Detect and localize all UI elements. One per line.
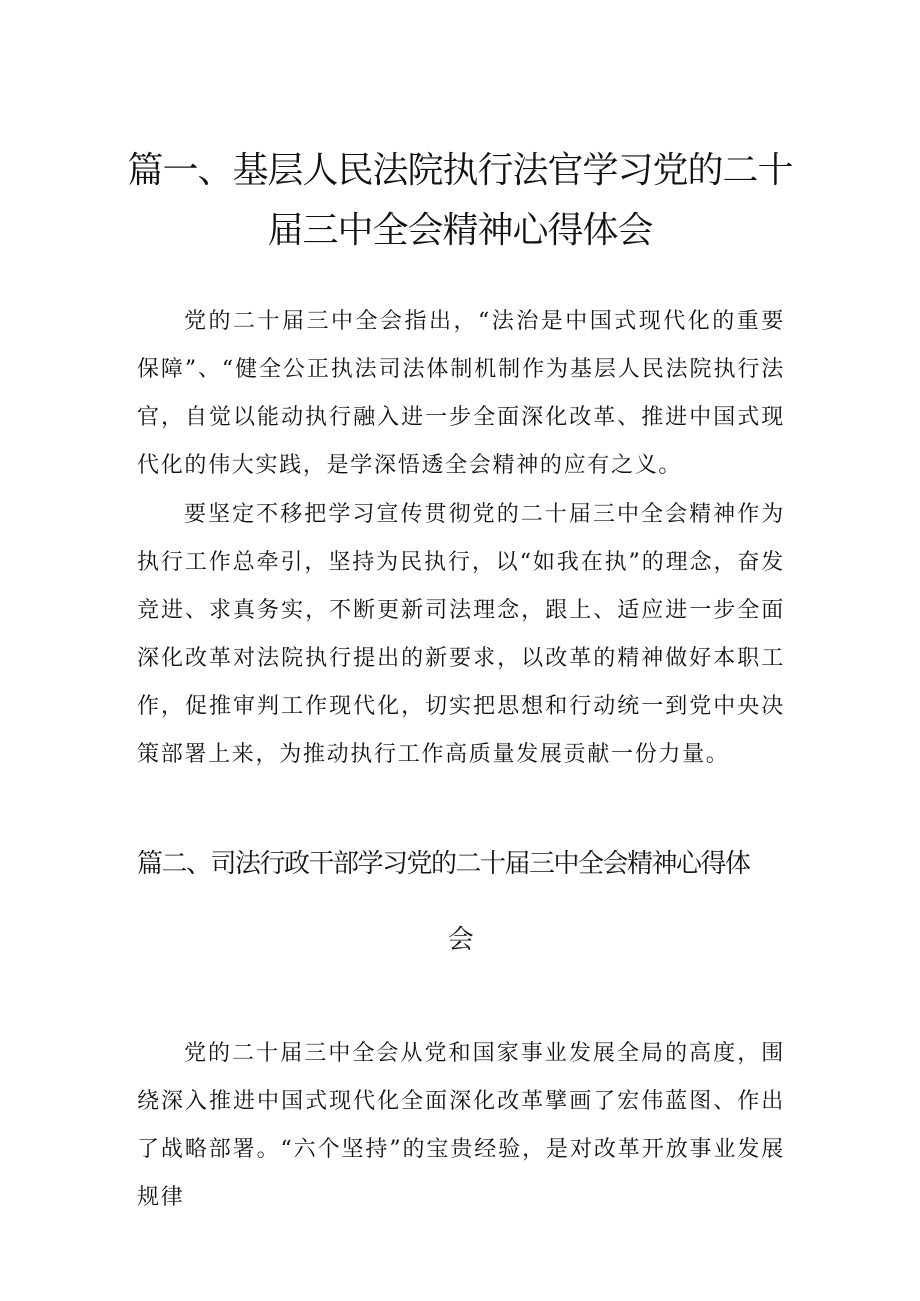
article1-title-line2: 届三中全会精神心得体会 xyxy=(267,210,653,251)
article1-paragraph-1: 党的二十届三中全会指出，“法治是中国式现代化的重要保障”、“健全公正执法司法体制机制作为基层人民法院执行法官，自觉以能动执行融入进一步全面深化改革、推进中国式现代化的伟大实践，是学深悟透全会精神的应有之义。 xyxy=(137,309,785,478)
article1-paragraph-2: 要坚定不移把学习宣传贯彻党的二十届三中全会精神作为执行工作总牵引，坚持为民执行，以“如我在执”的理念，奋发竞进、求真务实，不断更新司法理念，跟上、适应进一步全面深化改革对法院执行提出的新要求，以改革的精神做好本职工作，促推审判工作现代化，切实把思想和行动统一到党中央决策部署上来，为推动执行工作高质量发展贡献一份力量。 xyxy=(137,502,785,767)
article2-title-line1: 篇二、司法行政干部学习党的二十届三中全会精神心得体 xyxy=(137,849,750,879)
article2-paragraph-1: 党的二十届三中全会从党和国家事业发展全局的高度，围绕深入推进中国式现代化全面深化改革擘画了宏伟蓝图、作出了战略部署。“六个坚持”的宝贵经验，是对改革开放事业发展规律 xyxy=(137,1041,785,1210)
article1-title-line1: 篇一、基层人民法院执行法官学习党的二十 xyxy=(127,150,793,191)
article2-title-line2: 会 xyxy=(447,925,473,955)
